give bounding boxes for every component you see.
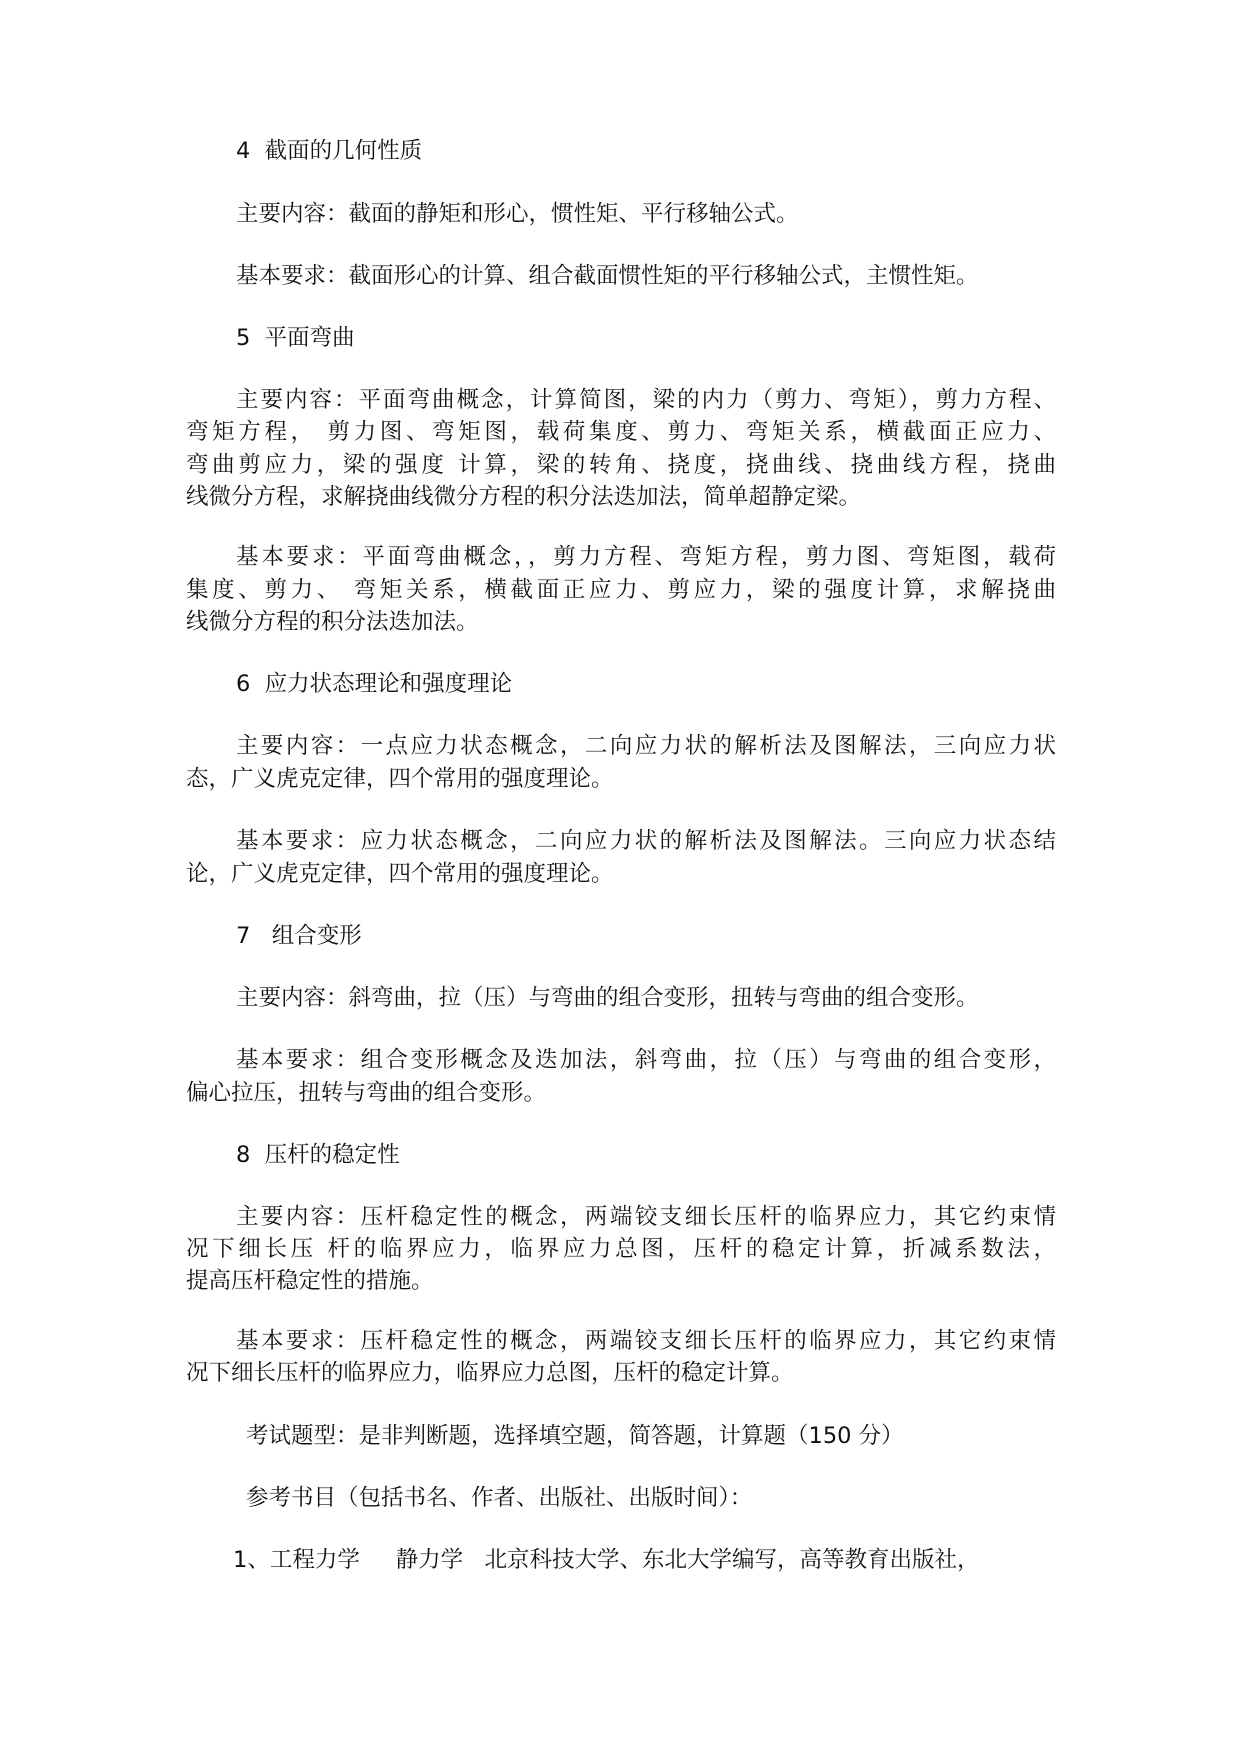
section-heading-8: 8 压杆的稳定性 xyxy=(236,1142,400,1168)
section-heading-5: 5 平面弯曲 xyxy=(236,325,355,351)
paragraph-line: 线微分方程，求解挠曲线微分方程的积分法迭加法，简单超静定梁。 xyxy=(186,484,862,510)
paragraph-line: 主要内容：压杆稳定性的概念，两端铰支细长压杆的临界应力，其它约束情 xyxy=(236,1204,1056,1230)
paragraph-line: 况下细长压杆的临界应力，临界应力总图，压杆的稳定计算。 xyxy=(186,1360,794,1386)
section-heading-4: 4 截面的几何性质 xyxy=(236,138,423,164)
paragraph-line: 基本要求：应力状态概念，二向应力状的解析法及图解法。三向应力状态结 xyxy=(236,828,1056,854)
paragraph-line: 主要内容：斜弯曲，拉（压）与弯曲的组合变形，扭转与弯曲的组合变形。 xyxy=(236,985,979,1011)
paragraph-line: 主要内容：平面弯曲概念，计算简图，梁的内力（剪力、弯矩），剪力方程、 xyxy=(236,387,1056,413)
paragraph-line: 况下细长压 杆的临界应力，临界应力总图，压杆的稳定计算，折减系数法， xyxy=(186,1236,1056,1262)
paragraph-line: 论，广义虎克定律，四个常用的强度理论。 xyxy=(186,861,614,887)
paragraph-line: 主要内容：一点应力状态概念，二向应力状的解析法及图解法，三向应力状 xyxy=(236,733,1056,759)
reference-item-1: 1、工程力学 静力学 北京科技大学、东北大学编写，高等教育出版社， xyxy=(233,1547,980,1573)
paragraph-line: 弯矩方程， 剪力图、弯矩图，载荷集度、剪力、弯矩关系，横截面正应力、 xyxy=(186,419,1056,445)
section-heading-7: 7 组合变形 xyxy=(236,923,362,949)
paragraph-line: 弯曲剪应力，梁的强度 计算，梁的转角、挠度，挠曲线、挠曲线方程，挠曲 xyxy=(186,452,1056,478)
paragraph-line: 主要内容：截面的静矩和形心，惯性矩、平行移轴公式。 xyxy=(236,201,799,227)
exam-format-line: 考试题型：是非判断题，选择填空题，简答题，计算题（150 分） xyxy=(246,1423,904,1449)
paragraph-line: 基本要求：组合变形概念及迭加法，斜弯曲，拉（压）与弯曲的组合变形， xyxy=(236,1047,1056,1073)
section-heading-6: 6 应力状态理论和强度理论 xyxy=(236,671,513,697)
paragraph-line: 基本要求：截面形心的计算、组合截面惯性矩的平行移轴公式，主惯性矩。 xyxy=(236,263,979,289)
paragraph-line: 基本要求：压杆稳定性的概念，两端铰支细长压杆的临界应力，其它约束情 xyxy=(236,1328,1056,1354)
paragraph-line: 偏心拉压，扭转与弯曲的组合变形。 xyxy=(186,1080,547,1106)
paragraph-line: 态，广义虎克定律，四个常用的强度理论。 xyxy=(186,766,614,792)
paragraph-line: 线微分方程的积分法迭加法。 xyxy=(186,609,479,635)
references-heading: 参考书目（包括书名、作者、出版社、出版时间）： xyxy=(246,1485,753,1511)
paragraph-line: 集度、剪力、 弯矩关系，横截面正应力、剪应力，梁的强度计算，求解挠曲 xyxy=(186,577,1056,603)
paragraph-line: 提高压杆稳定性的措施。 xyxy=(186,1268,434,1294)
paragraph-line: 基本要求：平面弯曲概念，，剪力方程、弯矩方程，剪力图、弯矩图，载荷 xyxy=(236,544,1056,570)
